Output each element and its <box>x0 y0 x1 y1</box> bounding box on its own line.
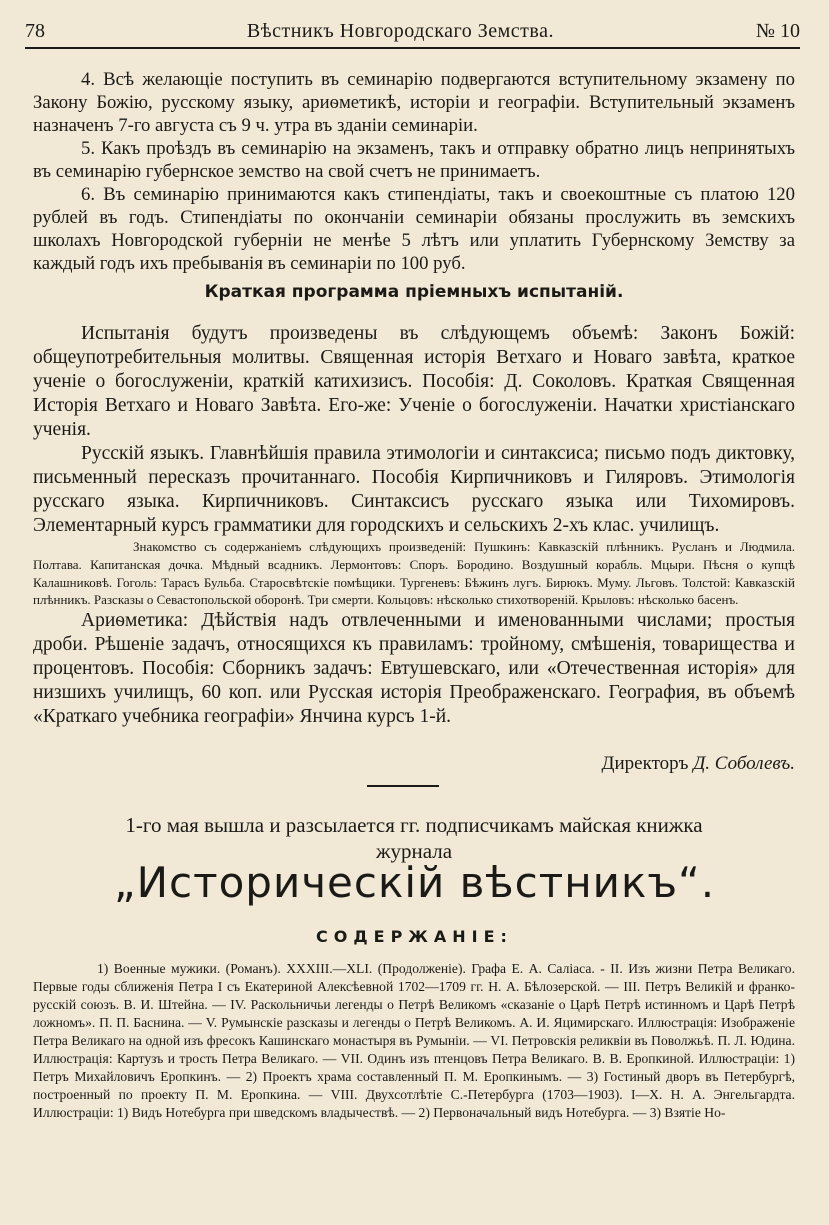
page-number: 78 <box>25 20 45 42</box>
contents-list <box>33 960 795 1122</box>
program-para-religion: Испытанія будутъ произведены въ слѣдующемъ объемѣ: Законъ Божій: общеупотребительныя молитвы. Священная исторія Ветхаго и Новаго завѣта, краткое ученіе о богослуженіи, краткій катихизисъ. Пособія: Д. Соколовъ. Краткая Священная Исторія Ветхаго и Новаго Завѣта. Его-же: Ученіе о богослуженіи. Начатки христіанскаго ученія. <box>33 323 795 440</box>
magazine-title: „Историческій вѣстникъ“. <box>113 858 716 907</box>
program-body <box>33 322 795 729</box>
program-para-literature: Знакомство съ содержаніемъ слѣдующихъ произведеній: Пушкинъ: Кавказскій плѣнникъ. Русланъ и Людмила. Полтава. Капитанская дочка. Мѣдный всадникъ. Лермонтовъ: Споръ. Бородино. Воздушный корабль. Мцыри. Пѣсня о купцѣ Калашниковѣ. Гоголь: Тарасъ Бульба. Старосвѣтскіе помѣщики. Тургеневъ: Бѣжинъ лугъ. Бирюкъ. Муму. Льговъ. Толстой: Кавказскій плѣнникъ. Разсказы о Севастопольской оборонѣ. Три смерти. Кольцовъ: нѣсколько стихотвореній. Крыловъ: нѣсколько басенъ. <box>33 539 795 608</box>
rule-5: 5. Какъ проѣздъ въ семинарію на экзаменъ, такъ и отправку обратно лицъ непринятыхъ въ семинарію губернское земство на свой счетъ не принимаетъ. <box>33 138 795 182</box>
journal-title: Вѣстникъ Новгородскаго Земства. <box>246 20 554 42</box>
signature-role: Директоръ <box>601 753 689 774</box>
announcement <box>33 812 795 864</box>
page-header <box>25 20 800 49</box>
admission-rules <box>33 68 795 275</box>
rule-6: 6. Въ семинарію принимаются какъ стипендіаты, такъ и своекоштные съ платою 120 рублей въ годъ. Стипендіаты по окончаніи семинаріи обязаны прослужить въ земскихъ школахъ Новгородской губерніи не менѣе 5 лѣтъ или уплатить Губернскому Земству за каждый годъ ихъ пребыванія въ семинаріи по 100 руб. <box>33 184 795 274</box>
program-para-russian: Русскій языкъ. Главнѣйшія правила этимологіи и синтаксиса; письмо подъ диктовку, письменный пересказъ прочитаннаго. Пособія Кирпичниковъ и Гиляровъ. Этимологія русскаго языка. Кирпичниковъ. Синтаксисъ русскаго языка или Тихомировъ. Элементарный курсъ грамматики для городскихъ и сельскихъ 2-хъ клас. училищъ. <box>33 443 795 536</box>
issue-number: № 10 <box>755 20 800 42</box>
program-heading: Краткая программа пріемныхъ испытаній. <box>204 282 624 302</box>
rule-4: 4. Всѣ желающіе поступить въ семинарію подвергаются вступительному экзамену по Закону Божію, русскому языку, ариѳметикѣ, исторіи и географіи. Вступительный экзаменъ назначенъ 7-го августа съ 9 ч. утра въ зданіи семинаріи. <box>33 69 795 136</box>
announcement-line-1: 1-го мая вышла и разсылается гг. подписчикамъ майская книжка <box>125 813 703 837</box>
contents-text: 1) Военные мужики. (Романъ). XXXIII.—XLI. (Продолженіе). Графа Е. А. Саліаса. - II. Изъ жизни Петра Великаго. Первые годы сближенія Петра I съ Екатериной Алексѣевной 1702—1709 гг. Н. А. Бѣлозерской. — III. Петръ Великій и франко-русскій союзъ. В. И. Штейна. — IV. Раскольничьи легенды о Петрѣ Великомъ «сказаніе о Царѣ Петрѣ истинномъ и Царѣ Петрѣ ложномъ». П. П. Баснина. — V. Румынскіе разсказы и легенды о Петрѣ Великомъ. А. И. Яцимирскаго. Иллюстрація: Изображеніе Петра Великаго на одной изъ фресокъ Кашинскаго монастыря въ Румыніи. — VI. Петровскія реликвіи въ Поволжьѣ. П. Л. Юдина. Иллюстрація: Картузъ и трость Петра Великаго. — VII. Одинъ изъ птенцовъ Петра Великаго. В. В. Еропкиной. Иллюстраціи: 1) Петръ Михайловичъ Еропкинъ. — 2) Проектъ храма составленный П. М. Еропкинымъ. — 3) Гостиный дворъ въ Петербургѣ, построенный по проекту П. М. Еропкина. — VIII. Двухсотлѣтіе С.-Петербурга (1703—1903). I—X. Н. А. Энгельгардта. Иллюстраціи: 1) Видъ Нотебурга при шведскомъ владычествѣ. — 2) Первоначальный видъ Нотебурга. — 3) Взятіе Но- <box>33 961 795 1120</box>
program-para-arithmetic: Ариѳметика: Дѣйствія надъ отвлеченными и именованными числами; простыя дроби. Рѣшеніе задачъ, относящихся къ правиламъ: тройному, смѣшенія, товарищества и процентовъ. Пособія: Сборникъ задачъ: Евтушевскаго, или «Отечественная исторія» для низшихъ училищъ, 60 коп. или Русская исторія Преображенскаго. География, въ объемѣ «Краткаго учебника географіи» Янчина курсъ 1-й. <box>33 610 795 728</box>
director-signature <box>33 753 829 775</box>
signature-name: Д. Соболевъ. <box>693 753 795 774</box>
announcement-line-2: журнала <box>375 839 453 863</box>
contents-heading: СОДЕРЖАНІЕ: <box>316 927 513 946</box>
section-divider <box>367 785 439 787</box>
